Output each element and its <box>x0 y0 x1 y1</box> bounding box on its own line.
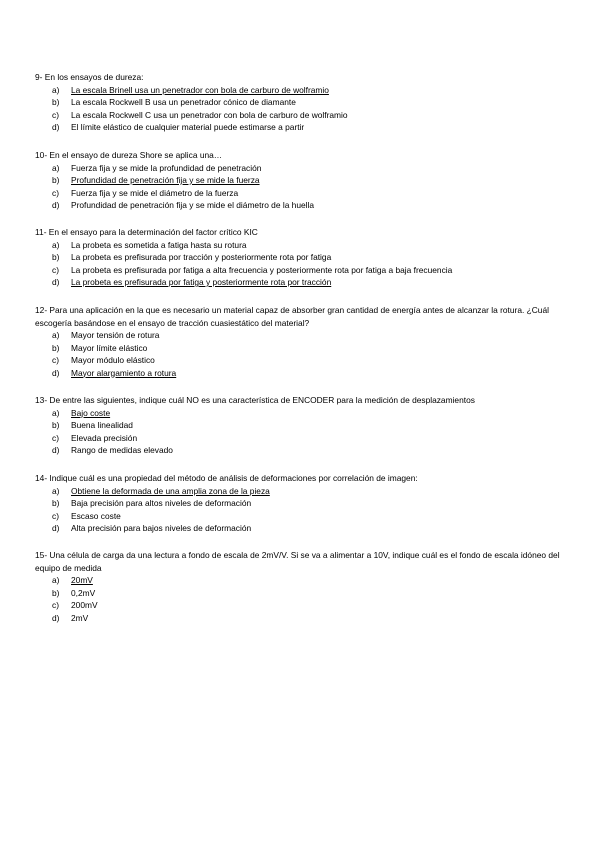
option-text: Escaso coste <box>71 510 121 521</box>
option-b <box>35 419 565 432</box>
option-letter: a) <box>52 330 60 340</box>
question-10 <box>35 149 565 212</box>
option-a <box>35 162 565 175</box>
option-letter: a) <box>52 575 60 585</box>
question-11 <box>35 226 565 289</box>
option-letter: b) <box>52 498 60 508</box>
question-13 <box>35 394 565 457</box>
option-letter: a) <box>52 407 60 418</box>
option-list <box>35 329 565 379</box>
option-a <box>35 485 565 498</box>
option-d <box>35 121 565 134</box>
option-a <box>35 329 565 342</box>
option-letter: c) <box>52 109 59 120</box>
option-list <box>35 84 565 134</box>
option-text: Profundidad de penetración fija y se mide el diámetro de la huella <box>71 200 315 210</box>
option-b <box>35 587 565 600</box>
question-text: 15- Una célula de carga da una lectura a fondo de escala de 2mV/V. Si se va a alimentar a 10V, indique cuál es el fondo de escala idóneo del equipo de medida <box>35 550 560 573</box>
option-d <box>35 276 565 289</box>
option-letter: d) <box>52 612 60 623</box>
question-9 <box>35 71 565 134</box>
option-letter: a) <box>52 84 60 95</box>
option-text: Mayor límite elástico <box>71 342 148 353</box>
option-text: Alta precisión para bajos niveles de deformación <box>71 523 252 533</box>
option-letter: d) <box>52 445 60 455</box>
option-d <box>35 444 565 457</box>
option-list <box>35 485 565 535</box>
question-text: 9- En los ensayos de dureza: <box>35 72 144 82</box>
option-c <box>35 432 565 445</box>
option-text: Rango de medidas elevado <box>71 445 173 455</box>
option-letter: b) <box>52 175 60 185</box>
option-text-correct: La escala Brinell usa un penetrador con bola de carburo de wolframio <box>71 84 329 95</box>
option-d <box>35 199 565 212</box>
option-letter: d) <box>52 367 60 378</box>
option-letter: d) <box>52 523 60 533</box>
option-text-correct: Obtiene la deformada de una amplia zona de la pieza <box>71 485 270 496</box>
option-letter: a) <box>52 239 60 250</box>
option-b <box>35 497 565 510</box>
option-text: El límite elástico de cualquier material puede estimarse a partir <box>71 122 305 132</box>
option-d <box>35 612 565 625</box>
option-text: 2mV <box>71 612 89 623</box>
option-text: La escala Rockwell C usa un penetrador con bola de carburo de wolframio <box>71 109 348 120</box>
option-a <box>35 84 565 97</box>
option-text: 0,2mV <box>71 587 96 598</box>
option-b <box>35 174 565 187</box>
option-text: La probeta es sometida a fatiga hasta su rotura <box>71 239 247 250</box>
option-letter: b) <box>52 587 60 598</box>
option-text: La probeta es prefisurada por fatiga a alta frecuencia y posteriormente rota por fatiga a baja frecuencia <box>71 264 453 275</box>
question-15 <box>35 549 565 624</box>
option-text: Baja precisión para altos niveles de deformación <box>71 498 252 508</box>
option-list <box>35 574 565 624</box>
option-letter: c) <box>52 355 59 365</box>
option-letter: d) <box>52 200 60 210</box>
option-c <box>35 187 565 200</box>
option-c <box>35 510 565 523</box>
option-b <box>35 342 565 355</box>
option-letter: b) <box>52 97 60 107</box>
option-letter: c) <box>52 510 59 521</box>
option-letter: a) <box>52 162 60 173</box>
option-d <box>35 522 565 535</box>
option-text: La probeta es prefisurada por tracción y posteriormente rota por fatiga <box>71 252 332 262</box>
option-text: Buena linealidad <box>71 420 133 430</box>
option-text: Mayor módulo elástico <box>71 355 155 365</box>
question-text: 10- En el ensayo de dureza Shore se aplica una… <box>35 150 223 160</box>
option-text: 200mV <box>71 600 98 610</box>
option-letter: c) <box>52 187 59 198</box>
option-c <box>35 264 565 277</box>
option-text-correct: Mayor alargamiento a rotura <box>71 367 177 378</box>
option-b <box>35 251 565 264</box>
option-letter: c) <box>52 264 59 275</box>
option-letter: d) <box>52 122 60 132</box>
option-c <box>35 354 565 367</box>
question-text: 14- Indique cuál es una propiedad del método de análisis de deformaciones por correlación de imagen: <box>35 473 418 483</box>
option-text-correct: Profundidad de penetración fija y se mide la fuerza <box>71 175 260 185</box>
option-letter: b) <box>52 252 60 262</box>
option-text-correct: 20mV <box>71 575 93 585</box>
option-letter: b) <box>52 342 60 353</box>
option-b <box>35 96 565 109</box>
option-text: Fuerza fija y se mide el diámetro de la fuerza <box>71 187 239 198</box>
option-letter: b) <box>52 420 60 430</box>
option-a <box>35 407 565 420</box>
option-letter: c) <box>52 432 59 443</box>
option-text-correct: Bajo coste <box>71 407 111 418</box>
option-list <box>35 162 565 212</box>
question-text: 11- En el ensayo para la determinación del factor crítico KIC <box>35 227 258 237</box>
option-letter: a) <box>52 485 60 496</box>
question-12 <box>35 304 565 379</box>
option-a <box>35 239 565 252</box>
option-list <box>35 239 565 289</box>
option-c <box>35 599 565 612</box>
option-text: La escala Rockwell B usa un penetrador cónico de diamante <box>71 97 296 107</box>
option-list <box>35 407 565 457</box>
question-14 <box>35 472 565 535</box>
option-letter: d) <box>52 277 60 287</box>
option-text: Mayor tensión de rotura <box>71 330 160 340</box>
question-text: 13- De entre las siguientes, indique cuál NO es una característica de ENCODER para la medición de desplazamientos <box>35 395 475 405</box>
option-d <box>35 367 565 380</box>
option-text-correct: La probeta es prefisurada por fatiga y posteriormente rota por tracción <box>71 277 332 287</box>
option-text: Elevada precisión <box>71 432 138 443</box>
option-letter: c) <box>52 600 59 610</box>
option-text: Fuerza fija y se mide la profundidad de penetración <box>71 162 262 173</box>
question-text: 12- Para una aplicación en la que es necesario un material capaz de absorber gran cantidad de energía antes de alcanzar la rotura. ¿Cuál escogería basándose en el ensayo de tracción cuasiestático del material? <box>35 305 549 328</box>
option-c <box>35 109 565 122</box>
option-a <box>35 574 565 587</box>
